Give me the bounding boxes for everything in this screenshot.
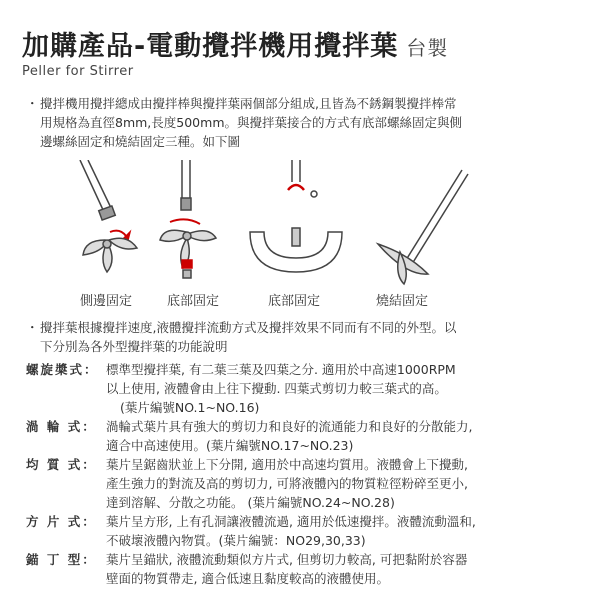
- section2-line: 下分別為各外型攪拌葉的功能說明: [40, 339, 228, 354]
- label-bottom-fixing: 底部固定: [167, 294, 220, 309]
- type-desc-line: 達到溶解、分散之功能。 (葉片編號NO.24~NO.28): [106, 495, 395, 510]
- type-desc-line: 葉片呈鋸齒狀並上下分開, 適用於中高速均質用。液體會上下攪動,: [106, 457, 468, 472]
- intro-line: 攪拌機用攪拌總成由攪拌棒與攪拌葉兩個部分組成,且皆為不銹鋼製攪拌棒常: [40, 96, 457, 111]
- title-suffix: 台製: [406, 36, 449, 60]
- title-text: 加購產品-電動攪拌機用攪拌葉: [22, 31, 399, 62]
- type-desc-line: 適合中高速使用。(葉片編號NO.17~NO.23): [106, 438, 354, 453]
- type-desc-line: 渦輪式葉片具有強大的剪切力和良好的流通能力和良好的分散能力,: [106, 419, 473, 434]
- blade-type-propeller: [26, 360, 586, 417]
- page-subtitle: Peller for Stirrer: [22, 64, 134, 79]
- blade-type-turbine: [26, 417, 586, 455]
- blade-type-square: [26, 512, 586, 550]
- blade-type-anchor: [26, 550, 586, 588]
- stirrer-attachment-illustration: [60, 160, 480, 310]
- side-fixing-illustration: [80, 160, 137, 272]
- intro-paragraph: [26, 94, 586, 151]
- type-desc-line: 葉片呈方形, 上有孔洞讓液體流過, 適用於低速攪拌。液體流動溫和,: [106, 514, 476, 529]
- u-shaped-fixing-illustration: [250, 160, 342, 272]
- section2-line: 攪拌葉根據攪拌速度,液體攪拌流動方式及攪拌效果不同而有不同的外型。以: [40, 320, 457, 335]
- type-desc-line: 產生強力的對流及高的剪切力, 可將液體內的物質粒徑粉碎至更小,: [106, 476, 468, 491]
- type-name: 方 片 式：: [26, 514, 97, 529]
- type-name: 渦 輪 式：: [26, 419, 97, 434]
- intro-line: 用規格為直徑8mm,長度500mm。與攪拌葉接合的方式有底部螺絲固定與側: [40, 115, 462, 130]
- blade-type-list: [26, 360, 586, 588]
- bottom-fixing-illustration: [160, 160, 216, 278]
- label-bottom-fixing-u: 底部固定: [268, 294, 321, 309]
- sintered-fixing-illustration: [378, 170, 468, 284]
- intro-line: 邊螺絲固定和燒結固定三種。如下圖: [40, 134, 241, 149]
- bullet: ・: [26, 96, 39, 111]
- blade-shape-paragraph: [26, 318, 586, 356]
- type-name: 錨 丁 型：: [26, 552, 97, 567]
- type-desc-line: 以上使用, 液體會由上往下攪動. 四葉式剪切力較三葉式的高。: [106, 381, 447, 396]
- label-sintered-fixing: 燒結固定: [376, 294, 429, 309]
- type-desc-line: 不破壞液體內物質。(葉片編號：NO29,30,33): [106, 533, 366, 548]
- type-desc-line: 壁面的物質帶走, 適合低速且黏度較高的液體使用。: [106, 571, 389, 586]
- label-side-fixing: 側邊固定: [80, 294, 133, 309]
- type-desc-line: 葉片呈錨狀, 液體流動類似方片式, 但剪切力較高, 可把黏附於容器: [106, 552, 468, 567]
- page-title: [22, 24, 448, 63]
- bullet: ・: [26, 320, 39, 335]
- type-name: 均 質 式：: [26, 457, 97, 472]
- type-desc-line: 標準型攪拌葉, 有二葉三葉及四葉之分. 適用於中高速1000RPM: [106, 362, 456, 377]
- blade-type-homogenizer: [26, 455, 586, 512]
- type-desc-line: (葉片編號NO.1~NO.16): [120, 400, 260, 415]
- type-name: 螺旋槳式：: [26, 362, 99, 377]
